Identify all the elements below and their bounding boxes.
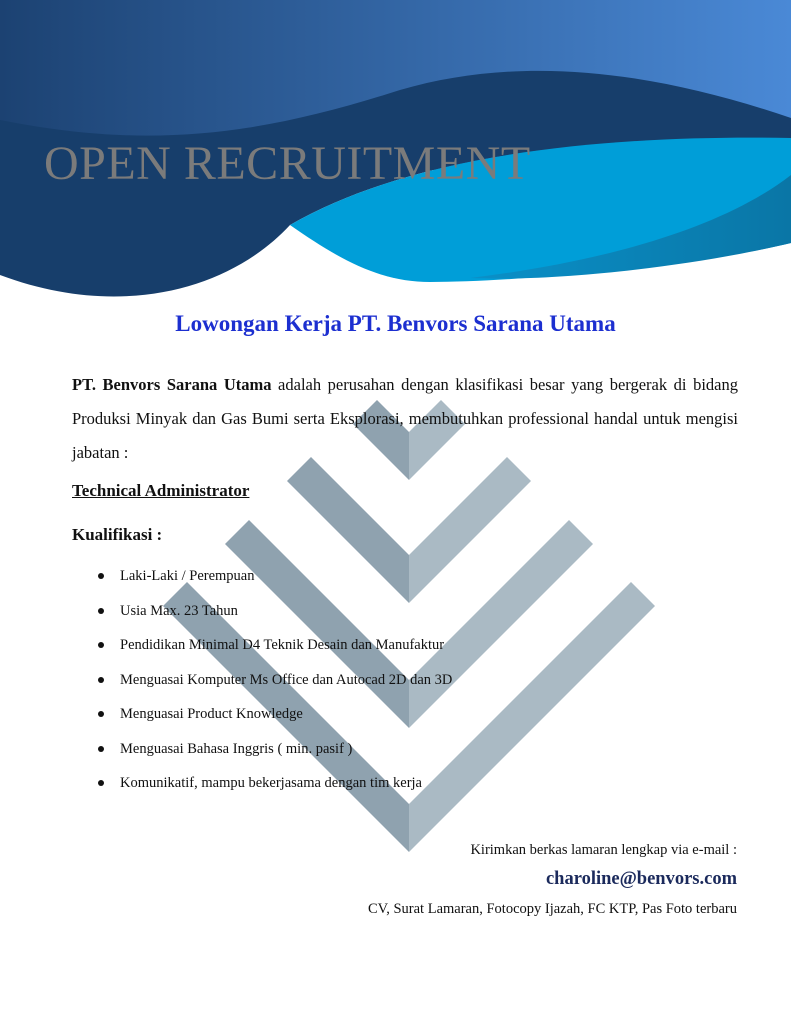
qualification-text: Laki-Laki / Perempuan: [120, 568, 255, 584]
bullet-icon: [98, 608, 104, 614]
document-title: Lowongan Kerja PT. Benvors Sarana Utama: [175, 311, 616, 336]
bullet-icon: [98, 642, 104, 648]
bullet-icon: [98, 573, 104, 579]
contact-email[interactable]: charoline@benvors.com: [545, 869, 737, 889]
list-item: [98, 739, 452, 774]
bullet-icon: [98, 677, 104, 683]
qualification-text: Pendidikan Minimal D4 Teknik Desain dan Manufaktur: [120, 637, 445, 653]
banner-title: OPEN RECRUITMENT: [44, 137, 531, 190]
position-title: Technical Administrator: [72, 481, 250, 500]
qualification-text: Usia Max. 23 Tahun: [120, 602, 238, 619]
list-item: [98, 566, 452, 601]
bullet-icon: [98, 711, 104, 717]
qualification-text: Menguasai Komputer Ms Office dan Autocad 2D dan 3D: [120, 671, 453, 688]
intro-paragraph: [72, 368, 738, 470]
qualification-text: Komunikatif, mampu bekerjasama dengan tim kerja: [120, 775, 422, 791]
required-documents: CV, Surat Lamaran, Fotocopy Ijazah, FC KTP, Pas Foto terbaru: [367, 901, 737, 917]
list-item: [98, 601, 452, 636]
qualifications-heading: Kualifikasi :: [72, 525, 163, 544]
list-item: [98, 704, 452, 739]
bullet-icon: [98, 746, 104, 752]
list-item: [98, 773, 452, 808]
company-name: PT. Benvors Sarana Utama: [72, 375, 272, 394]
list-item: [98, 670, 452, 705]
intro-text: adalah perusahan dengan klasifikasi besar yang bergerak di bidang Produksi Minyak dan Gas Bumi serta Eksplorasi, membutuhkan professional handal untuk mengisi jabatan :: [72, 375, 738, 462]
apply-instruction: Kirimkan berkas lamaran lengkap via e-mail :: [470, 842, 737, 858]
qualification-text: Menguasai Bahasa Inggris ( min. pasif ): [120, 740, 353, 757]
qualification-text: Menguasai Product Knowledge: [120, 706, 303, 722]
list-item: [98, 635, 452, 670]
bullet-icon: [98, 780, 104, 786]
qualifications-list: [98, 566, 452, 808]
